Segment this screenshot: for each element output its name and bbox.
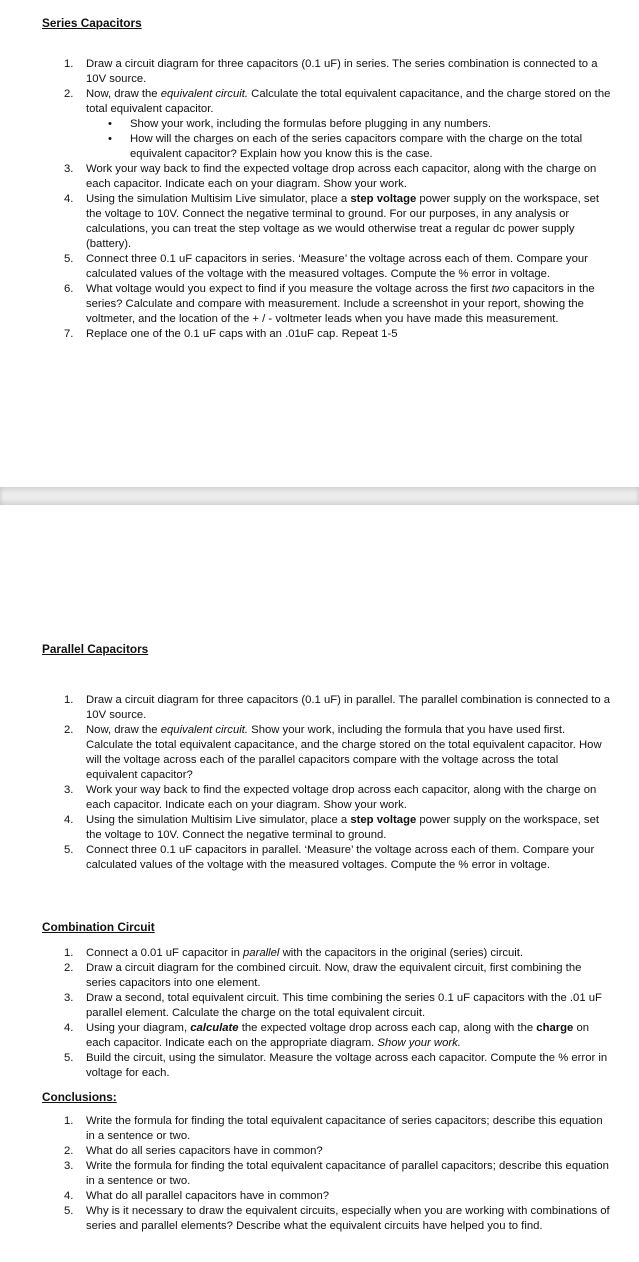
list-item: 5. Why is it necessary to draw the equivalent circuits, especially when you are working with combinations of series and parallel elements? Describe what the equivalent circuits have helped you to find. (64, 1205, 610, 1232)
list-item: 4. Using the simulation Multisim Live simulator, place a step voltage power supply on the workspace, set the voltage to 10V. Connect the negative terminal to ground. For our purposes, in any analysis or calculations, you can treat the step voltage as we would otherwise treat a regular dc power supply (battery). (64, 193, 599, 250)
parallel-capacitors-list (0, 693, 639, 873)
conclusions-heading: Conclusions: (42, 1090, 117, 1104)
list-item: 4. Using your diagram, calculate the expected voltage drop across each cap, along with the charge on each capacitor. Indicate each on the appropriate diagram. Show your work. (64, 1022, 590, 1049)
list-item: 4. Using the simulation Multisim Live simulator, place a step voltage power supply on the workspace, set the voltage to 10V. Connect the negative terminal to ground. (64, 814, 599, 841)
list-item: 3. Work your way back to find the expected voltage drop across each capacitor, along with the charge on each capacitor. Indicate each on your diagram. Show your work. (64, 784, 597, 811)
document-page-1 (0, 0, 639, 487)
list-item: 1. Write the formula for finding the total equivalent capacitance of series capacitors; describe this equation in a sentence or two. (64, 1115, 603, 1142)
list-item: 5. Connect three 0.1 uF capacitors in series. ‘Measure’ the voltage across each of them. Compare your calculated values of the voltage with the measured voltages. Compute the % error in voltage. (64, 253, 588, 280)
document-page-2 (0, 505, 639, 1262)
list-item: 3. Work your way back to find the expected voltage drop across each capacitor, along with the charge on each capacitor. Indicate each on your diagram. Show your work. (64, 163, 597, 190)
list-item: 1. Connect a 0.01 uF capacitor in parallel with the capacitors in the original (series) circuit. (64, 947, 524, 959)
list-item: 5. Connect three 0.1 uF capacitors in parallel. ‘Measure’ the voltage across each of them. Compare your calculated values of the voltage with the measured voltages. Compute the % error in voltage. (64, 844, 595, 871)
series-capacitors-heading: Series Capacitors (42, 16, 142, 30)
bullet-item: • How will the charges on each of the series capacitors compare with the charge on the total equivalent capacitor? Explain how you know this is the case. (108, 133, 583, 160)
series-subpoints (86, 117, 611, 162)
combination-circuit-list (0, 946, 639, 1081)
list-item: 1. Draw a circuit diagram for three capacitors (0.1 uF) in series. The series combination is connected to a 10V source. (64, 58, 598, 85)
bullet-icon: • (108, 133, 112, 145)
list-item: 4. What do all parallel capacitors have in common? (64, 1190, 330, 1202)
combination-circuit-heading: Combination Circuit (42, 920, 155, 934)
list-item: 1. Draw a circuit diagram for three capacitors (0.1 uF) in parallel. The parallel combination is connected to a 10V source. (64, 694, 611, 721)
parallel-capacitors-heading: Parallel Capacitors (42, 642, 149, 656)
list-item: 7. Replace one of the 0.1 uF caps with an .01uF cap. Repeat 1-5 (64, 328, 398, 340)
list-item: 6. What voltage would you expect to find if you measure the voltage across the first two capacitors in the series? Calculate and compare with measurement. Include a screenshot in your report, showing the voltmeter, and the location of the + / - voltmeter leads when you have made this measurement. (64, 283, 595, 325)
list-item: 2. What do all series capacitors have in common? (64, 1145, 323, 1157)
series-capacitors-list (0, 57, 639, 342)
list-item: 5. Build the circuit, using the simulator. Measure the voltage across each capacitor. Compute the % error in voltage for each. (64, 1052, 608, 1079)
list-item: 3. Write the formula for finding the total equivalent capacitance of parallel capacitors; describe this equation in a sentence or two. (64, 1160, 609, 1187)
bullet-icon: • (108, 118, 112, 130)
bullet-item: • Show your work, including the formulas before plugging in any numbers. (108, 118, 492, 130)
list-item: 2. Now, draw the equivalent circuit. Calculate the total equivalent capacitance, and the charge stored on the total equivalent capacitor. • Show your work, including the formulas before plugging in any numbers. • How will the charges on each of the series capacitors compare with the charge on the total equivalent capacitor? Explain how you know this is the case. (64, 88, 611, 160)
conclusions-list (0, 1114, 639, 1234)
list-item: 3. Draw a second, total equivalent circuit. This time combining the series 0.1 uF capacitors with the .01 uF parallel element. Calculate the charge on the total equivalent circuit. (64, 992, 602, 1019)
list-item: 2. Now, draw the equivalent circuit. Show your work, including the formula that you have used first. Calculate the total equivalent capacitance, and the charge stored on the total equivalent capacitor. How will the voltage across each of the parallel capacitors compare with the voltage across the total equivalent capacitor? (64, 724, 602, 781)
list-item: 2. Draw a circuit diagram for the combined circuit. Now, draw the equivalent circuit, first combining the series capacitors into one element. (64, 962, 582, 989)
page-separator (0, 487, 639, 505)
